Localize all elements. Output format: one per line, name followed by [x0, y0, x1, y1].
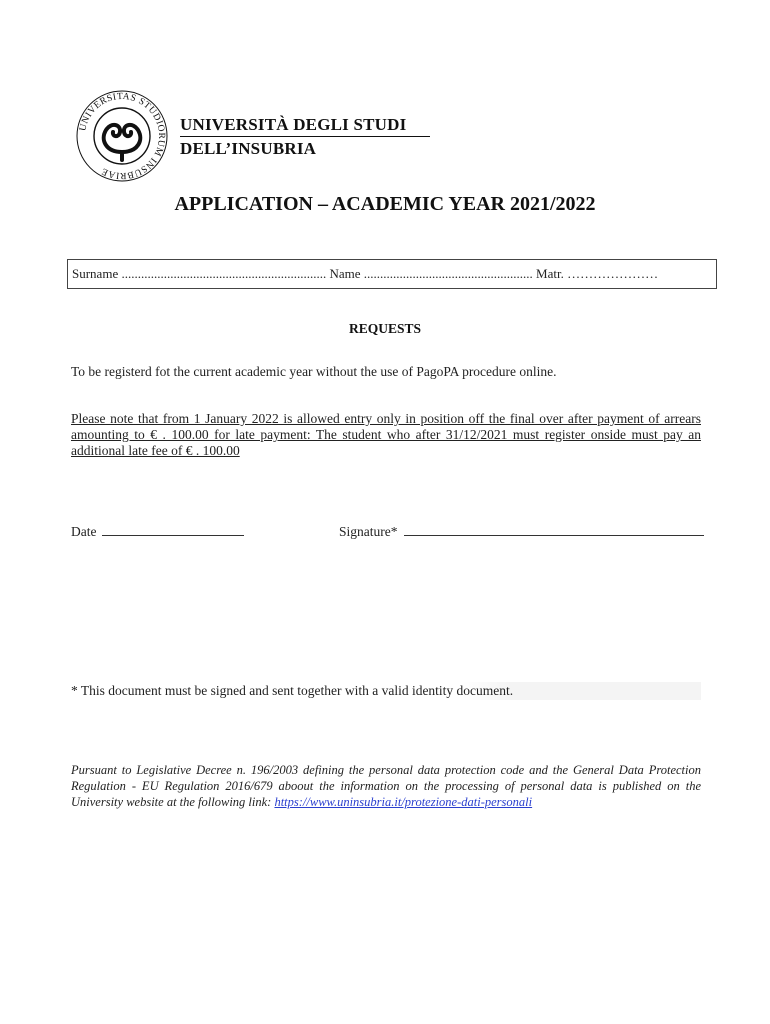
signature-label: Signature*	[339, 524, 398, 539]
student-identity-box[interactable]	[67, 259, 717, 289]
matr-label: Matr.	[536, 266, 564, 281]
identity-footnote: * This document must be signed and sent together with a valid identity document.	[71, 682, 701, 700]
university-name	[180, 114, 430, 159]
name-field[interactable]: ....................................................	[363, 266, 533, 281]
requests-heading: REQUESTS	[348, 321, 422, 336]
request-text: To be registerd fot the current academic year without the use of PagoPA procedure online.	[71, 364, 557, 379]
date-field-row[interactable]	[71, 523, 244, 540]
date-label: Date	[71, 524, 97, 539]
signature-line[interactable]	[404, 523, 704, 536]
university-name-line1: UNIVERSITÀ DEGLI STUDI	[180, 114, 430, 137]
name-label: Name	[329, 266, 361, 281]
matr-field[interactable]: …………………	[567, 266, 659, 281]
university-name-line2: DELL’INSUBRIA	[180, 139, 317, 158]
seal-text: UNIVERSITAS STUDIORUM INSUBRIAE	[78, 91, 167, 181]
surname-label: Surname	[72, 266, 119, 281]
university-seal-logo	[76, 90, 168, 182]
privacy-link[interactable]: https://www.uninsubria.it/protezione-dati-personali	[274, 795, 533, 809]
signature-field-row[interactable]	[339, 523, 704, 540]
svg-text:UNIVERSITAS STUDIORUM INSUBRIA	[78, 92, 166, 180]
late-payment-note: Please note that from 1 January 2022 is allowed entry only in position off the final over after payment of arrears amounting to € . 100.00 for late payment: The student who after 31/12/2021 must register onside must pay an additional late fee of € . 100.00	[71, 411, 701, 458]
date-line[interactable]	[102, 523, 244, 536]
privacy-text: Pursuant to Legislative Decree n. 196/2003 defining the personal data protection code and the General Data Protection Regulation - EU Regulation 2016/679 aboout the information on the processing of personal data is published on the University website at the following link:	[71, 763, 701, 809]
privacy-notice	[71, 762, 701, 810]
surname-field[interactable]: ...............................................................	[121, 266, 327, 281]
document-title: APPLICATION – ACADEMIC YEAR 2021/2022	[174, 193, 596, 215]
